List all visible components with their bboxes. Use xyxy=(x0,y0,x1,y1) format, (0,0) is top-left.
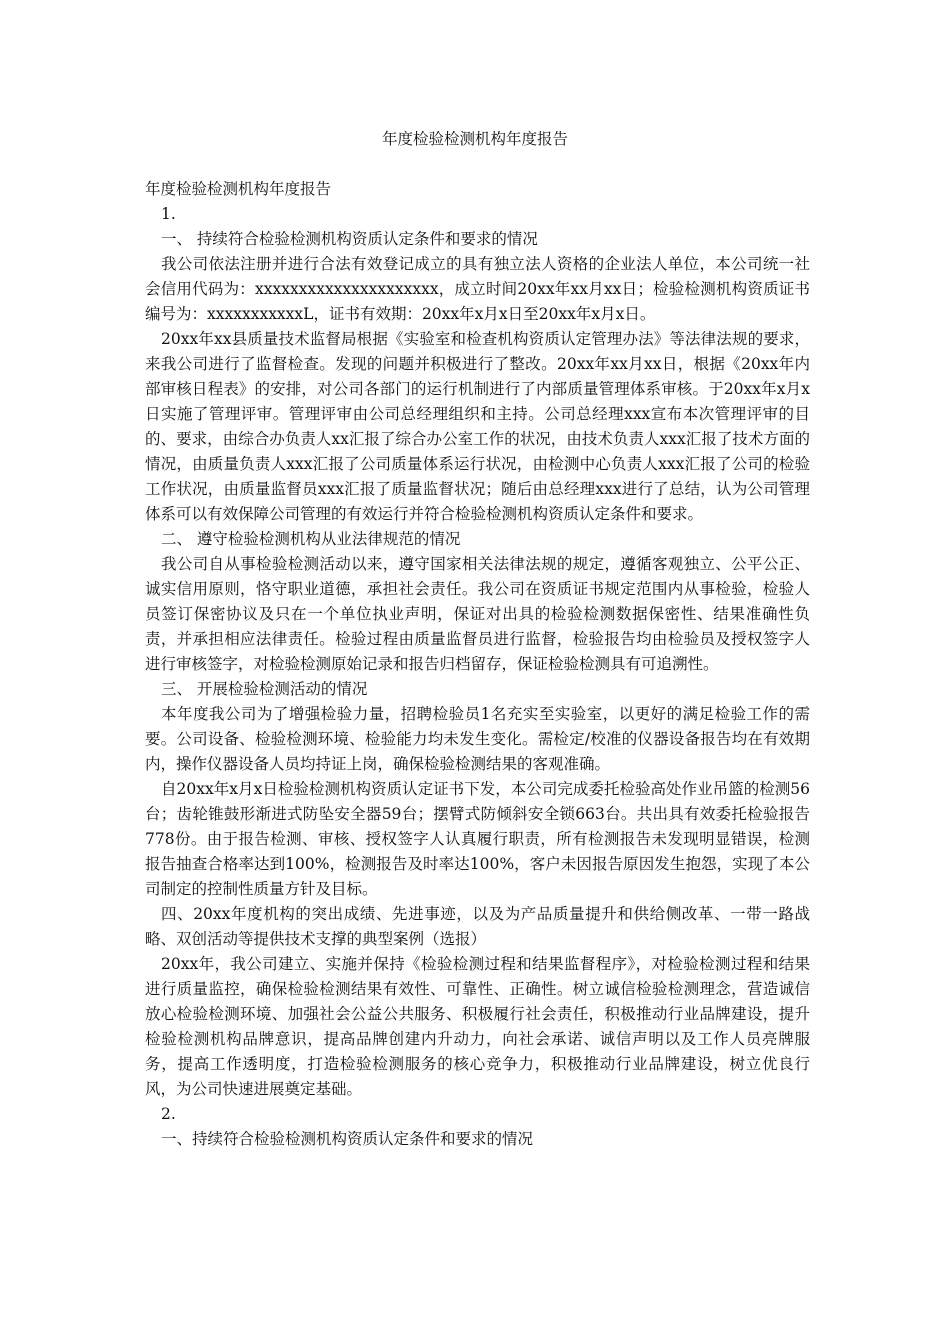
paragraph: 20xx年，我公司建立、实施并保持《检验检测过程和结果监督程序》，对检验检测过程和结果进行质量监控，确保检验检测结果有效性、可靠性、正确性。树立诚信检验检测理念，营造诚信放心检验检测环境、加强社会公益公共服务、积极履行社会责任，积极推动行业品牌建设，提升检验检测机构品牌意识，提高品牌创建内升动力，向社会承诺、诚信声明以及工作人员亮牌服务，提高工作透明度，打造检验检测服务的核心竞争力，积极推动行业品牌建设，树立优良行风，为公司快速进展奠定基础。 xyxy=(145,955,810,1098)
document-body xyxy=(145,177,810,1152)
section-heading: 一、持续符合检验检测机构资质认定条件和要求的情况 xyxy=(161,1130,534,1148)
paragraph: 本年度我公司为了增强检验力量，招聘检验员1名充实至实验室，以更好的满足检验工作的需要。公司设备、检验检测环境、检验能力均未发生变化。需检定/校准的仪器设备报告均在有效期内，操作仪器设备人员均持证上岗，确保检验检测结果的客观准确。 xyxy=(145,705,810,773)
section-heading: 一、 持续符合检验检测机构资质认定条件和要求的情况 xyxy=(161,230,538,248)
section-heading: 三、 开展检验检测活动的情况 xyxy=(161,680,368,698)
paragraph: 自20xx年x月x日检验检测机构资质认定证书下发，本公司完成委托检验高处作业吊篮的检测56台；齿轮锥鼓形渐进式防坠安全器59台；摆臂式防倾斜安全锁663台。共出具有效委托检验报告778份。由于报告检测、审核、授权签字人认真履行职责，所有检测报告未发现明显错误，检测报告抽查合格率达到100%，检测报告及时率达100%，客户未因报告原因发生抱怨，实现了本公司制定的控制性质量方针及目标。 xyxy=(145,780,810,898)
section-heading: 四、20xx年度机构的突出成绩、先进事迹，以及为产品质量提升和供给侧改革、一带一路战略、双创活动等提供技术支撑的典型案例（选报） xyxy=(145,905,810,948)
paragraph: 我公司自从事检验检测活动以来，遵守国家相关法律法规的规定，遵循客观独立、公平公正、诚实信用原则，恪守职业道德，承担社会责任。我公司在资质证书规定范围内从事检验，检验人员签订保密协议及只在一个单位执业声明，保证对出具的检验检测数据保密性、结果准确性负责，并承担相应法律责任。检验过程由质量监督员进行监督，检验报告均由检验员及授权签字人进行审核签字，对检验检测原始记录和报告归档留存，保证检验检测具有可追溯性。 xyxy=(145,555,810,673)
paragraph: 我公司依法注册并进行合法有效登记成立的具有独立法人资格的企业法人单位，本公司统一社会信用代码为：xxxxxxxxxxxxxxxxxxxxx，成立时间20xx年xx月xx日；检验检测机构资质证书编号为：xxxxxxxxxxxL，证书有效期：20xx年x月x日至20xx年x月x日。 xyxy=(145,255,810,323)
document-subtitle: 年度检验检测机构年度报告 xyxy=(145,180,332,198)
section-number: 1. xyxy=(161,205,176,223)
document-title: 年度检验检测机构年度报告 xyxy=(381,130,568,148)
paragraph: 20xx年xx县质量技术监督局根据《实验室和检查机构资质认定管理办法》等法律法规的要求，来我公司进行了监督检查。发现的问题并积极进行了整改。20xx年xx月xx日，根据《20xx年内部审核日程表》的安排，对公司各部门的运行机制进行了内部质量管理体系审核。于20xx年x月x日实施了管理评审。管理评审由公司总经理组织和主持。公司总经理xxx宣布本次管理评审的目的、要求，由综合办负责人xx汇报了综合办公室工作的状况，由技术负责人xxx汇报了技术方面的情况，由质量负责人xxx汇报了公司质量体系运行状况，由检测中心负责人xxx汇报了公司的检验工作状况，由质量监督员xxx汇报了质量监督状况；随后由总经理xxx进行了总结，认为公司管理体系可以有效保障公司管理的有效运行并符合检验检测机构资质认定条件和要求。 xyxy=(145,330,810,523)
section-heading: 二、 遵守检验检测机构从业法律规范的情况 xyxy=(161,530,461,548)
section-number: 2. xyxy=(161,1105,176,1123)
